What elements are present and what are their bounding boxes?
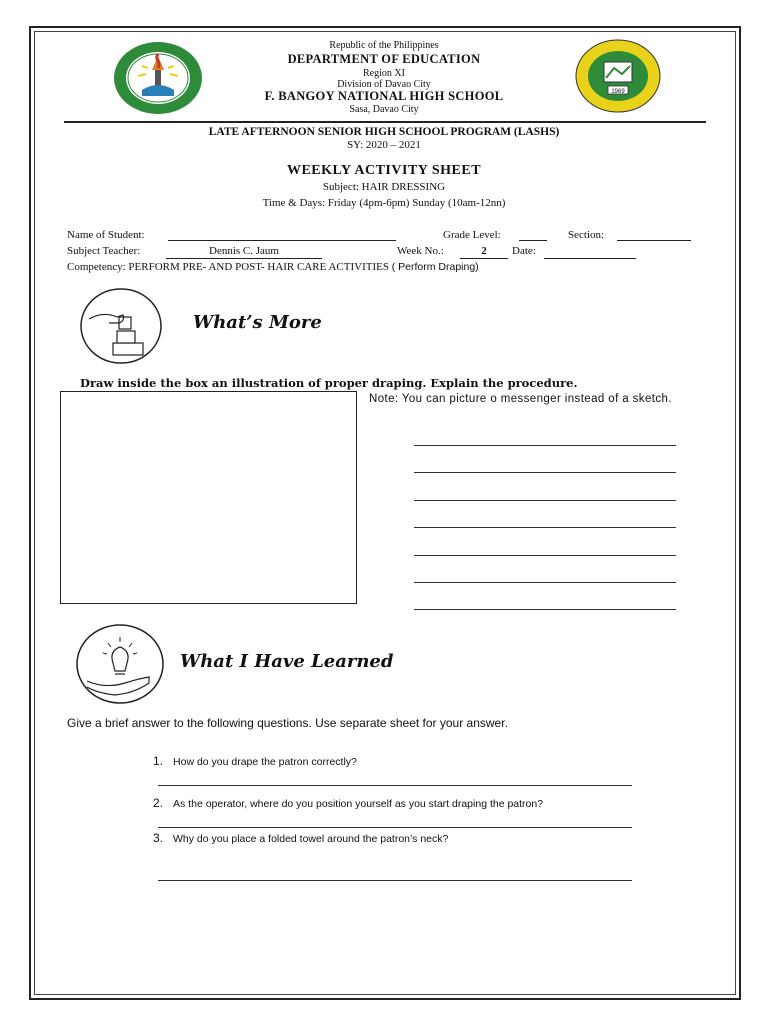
grade-level-field[interactable]	[519, 240, 547, 241]
question-number: 2.	[153, 796, 164, 810]
section-label: Section:	[568, 229, 605, 241]
competency-note: ( Perform Draping)	[391, 261, 479, 273]
question-1-answer-line[interactable]	[158, 785, 632, 786]
answer-line-6[interactable]	[414, 582, 676, 583]
question-3	[153, 831, 448, 845]
question-number: 3.	[153, 831, 164, 845]
answer-line-1[interactable]	[414, 445, 676, 446]
student-name-field[interactable]	[168, 240, 396, 241]
whats-more-instruction: Draw inside the box an illustration of proper draping. Explain the procedure.	[80, 376, 578, 390]
whats-more-heading: What’s More	[193, 312, 322, 333]
question-text: How do you drape the patron correctly?	[173, 756, 357, 768]
answer-line-5[interactable]	[414, 555, 676, 556]
grade-level-label: Grade Level:	[443, 229, 501, 241]
answer-line-3[interactable]	[414, 500, 676, 501]
header-divider	[64, 121, 706, 123]
seal-year: 1969	[611, 89, 625, 95]
date-field[interactable]	[544, 258, 636, 259]
teacher-label: Subject Teacher:	[67, 245, 141, 257]
division-text: Division of Davao City	[337, 79, 431, 90]
question-1	[153, 754, 357, 768]
whats-more-note: Note: You can picture o messenger instead of a sketch.	[369, 393, 672, 405]
learned-heading: What I Have Learned	[180, 651, 394, 672]
school-year: SY: 2020 – 2021	[347, 139, 421, 151]
region-text: Region XI	[363, 68, 405, 79]
department-text: DEPARTMENT OF EDUCATION	[287, 52, 481, 66]
republic-text: Republic of the Philippines	[329, 40, 439, 51]
week-value: 2	[460, 245, 508, 259]
student-name-label: Name of Student:	[67, 229, 145, 241]
school-location: Sasa, Davao City	[349, 104, 419, 115]
question-2-answer-line[interactable]	[158, 827, 632, 828]
competency-value: PERFORM PRE- AND POST- HAIR CARE ACTIVITIES	[128, 261, 389, 273]
program-title: LATE AFTERNOON SENIOR HIGH SCHOOL PROGRAM (LASHS)	[208, 126, 560, 138]
drawing-box[interactable]	[60, 391, 357, 604]
date-label: Date:	[512, 245, 536, 257]
subject-line: Subject: HAIR DRESSING	[322, 181, 446, 193]
schedule-line: Time & Days: Friday (4pm-6pm) Sunday (10am-12nn)	[262, 197, 506, 209]
blocks-hand-icon	[79, 287, 163, 365]
question-3-answer-line[interactable]	[158, 880, 632, 881]
school-name: F. BANGOY NATIONAL HIGH SCHOOL	[264, 89, 504, 103]
competency-row	[67, 261, 479, 273]
sheet-title: WEEKLY ACTIVITY SHEET	[286, 163, 482, 178]
question-number: 1.	[153, 754, 164, 768]
lightbulb-hand-icon	[75, 623, 165, 705]
section-field[interactable]	[617, 240, 691, 241]
answer-line-2[interactable]	[414, 472, 676, 473]
answer-line-4[interactable]	[414, 527, 676, 528]
learned-instruction: Give a brief answer to the following questions. Use separate sheet for your answer.	[67, 716, 508, 730]
week-label: Week No.:	[397, 245, 444, 257]
question-text: As the operator, where do you position yourself as you start draping the patron?	[173, 798, 544, 810]
competency-label: Competency:	[67, 261, 126, 273]
question-2	[153, 796, 543, 810]
question-text: Why do you place a folded towel around the patron’s neck?	[173, 833, 449, 845]
teacher-value: Dennis C. Jaum	[166, 245, 322, 259]
answer-line-7[interactable]	[414, 609, 676, 610]
